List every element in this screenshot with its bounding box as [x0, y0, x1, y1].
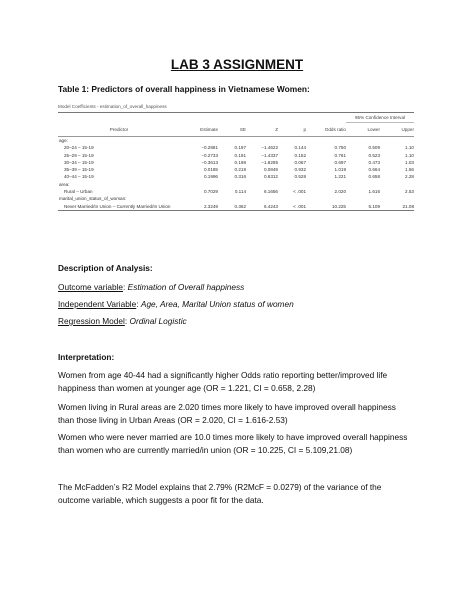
- paragraph-line: The McFadden’s R2 Model explains that 2.79% (R2McF = 0.0279) of the variance of the: [58, 482, 382, 492]
- model-coefficients-table: [58, 104, 414, 211]
- estimate-cell: 2.3249: [203, 203, 218, 209]
- outcome-variable-value: Estimation of Overall happiness: [127, 282, 245, 292]
- paragraph-line: happiness than women at younger age (OR = 1.221, CI = 0.658, 2.28): [58, 382, 316, 393]
- se-cell: 0.197: [234, 145, 246, 151]
- p-cell: 0.067: [294, 159, 306, 165]
- outcome-variable-line: Outcome variable: Estimation of Overall happiness: [58, 282, 245, 292]
- group-row: [58, 181, 414, 188]
- column-header: Odds ratio: [324, 126, 346, 132]
- z-cell: −1.4337: [261, 152, 278, 158]
- z-cell: 0.6312: [263, 174, 278, 180]
- odds-ratio-cell: 0.761: [334, 152, 346, 158]
- lower-cell: 0.658: [368, 174, 380, 180]
- model-coefficients-title: Model Coefficients - estimation_of_overall_happiness: [58, 104, 167, 109]
- group-row: [58, 137, 414, 145]
- predictor-cell: 35–39 – 15-19: [64, 167, 94, 173]
- table-row: [58, 173, 414, 180]
- interpretation-paragraph-marital: [58, 431, 423, 456]
- group-label: area:: [59, 181, 70, 187]
- paragraph-line: Women from age 40-44 had a significantly higher Odds ratio reporting better/improved life: [58, 370, 388, 380]
- interpretation-paragraph-area: [58, 401, 423, 426]
- regression-model-line: Regression Model: Ordinal Logistic: [58, 316, 187, 326]
- paragraph-line: than those living in Urban Areas (OR = 2.020, CI = 1.616-2.53): [58, 414, 288, 425]
- table-row: [58, 152, 414, 159]
- odds-ratio-cell: 0.750: [334, 145, 346, 151]
- page-title: LAB 3 ASSIGNMENT: [170, 57, 304, 72]
- paragraph-line: Women who were never married are 10.0 times more likely to have improved overall happiness: [58, 432, 408, 442]
- se-cell: 0.198: [234, 159, 246, 165]
- ci-header-row: [58, 113, 414, 123]
- se-cell: 0.362: [234, 203, 246, 209]
- odds-ratio-cell: 1.019: [334, 167, 346, 173]
- table-row: [58, 144, 414, 151]
- estimate-cell: −0.2881: [201, 145, 218, 151]
- table-row: [58, 166, 414, 173]
- odds-ratio-cell: 2.020: [334, 189, 346, 195]
- upper-cell: 1.10: [405, 152, 414, 158]
- predictor-cell: 25–29 – 15-19: [64, 152, 94, 158]
- z-cell: −1.4622: [261, 145, 278, 151]
- table-caption: Table 1: Predictors of overall happiness in Vietnamese Women:: [58, 84, 310, 94]
- p-cell: < .001: [293, 189, 306, 195]
- estimate-cell: −0.2733: [201, 152, 218, 158]
- lower-cell: 0.509: [368, 145, 380, 151]
- group-row: [58, 195, 414, 202]
- upper-cell: 1.03: [405, 159, 414, 165]
- predictor-cell: 40–44 – 15-19: [64, 174, 94, 180]
- table-row: [58, 159, 414, 166]
- upper-cell: 21.08: [402, 203, 414, 209]
- upper-cell: 1.56: [405, 167, 414, 173]
- odds-ratio-cell: 10.225: [331, 203, 346, 209]
- estimate-cell: 0.0185: [203, 167, 218, 173]
- paragraph-line: Women living in Rural areas are 2.020 times more likely to have improved overall happiness: [58, 402, 396, 412]
- paragraph-line: outcome variable, which suggests a poor fit for the data.: [58, 494, 264, 505]
- column-header: Predictor: [109, 126, 129, 132]
- lower-cell: 0.523: [368, 152, 380, 158]
- upper-cell: 2.28: [405, 174, 414, 180]
- column-header: Z: [275, 126, 278, 132]
- interpretation-heading: Interpretation:: [58, 352, 115, 362]
- column-header-row: [58, 123, 414, 137]
- lower-cell: 0.473: [368, 159, 380, 165]
- odds-ratio-cell: 0.697: [334, 159, 346, 165]
- interpretation-paragraph-age: [58, 369, 423, 394]
- interpretation-paragraph-mcfadden: [58, 481, 423, 506]
- p-cell: < .001: [293, 203, 306, 209]
- lower-cell: 0.664: [368, 167, 380, 173]
- column-header: Estimate: [200, 126, 218, 132]
- paragraph-line: than women who are currently married/in union (OR = 10.225, CI = 5.109,21.08): [58, 444, 353, 455]
- group-label: age:: [59, 138, 68, 143]
- odds-ratio-cell: 1.221: [334, 174, 346, 180]
- lower-cell: 1.616: [368, 189, 380, 195]
- group-label: marital_union_status_of_woman:: [59, 196, 127, 202]
- p-cell: 0.144: [294, 145, 306, 151]
- outcome-variable-label: Outcome variable: [58, 282, 124, 292]
- column-header: Lower: [367, 126, 380, 132]
- p-cell: 0.152: [294, 152, 306, 158]
- predictor-cell: 30–34 – 15-19: [64, 159, 94, 165]
- independent-variable-value: Age, Area, Marital Union status of women: [140, 299, 294, 309]
- p-cell: 0.932: [294, 167, 306, 173]
- lower-cell: 5.109: [368, 203, 380, 209]
- z-cell: 6.1656: [263, 189, 278, 195]
- independent-variable-line: Independent Variable: Age, Area, Marital Union status of women: [58, 299, 294, 309]
- upper-cell: 1.10: [405, 145, 414, 151]
- predictor-cell: Rural – Urban: [64, 189, 93, 195]
- upper-cell: 2.53: [405, 189, 414, 195]
- predictor-cell: Never Married/In Union – Currently Married/In Union: [64, 203, 171, 209]
- se-cell: 0.114: [234, 189, 246, 195]
- column-header: Upper: [401, 126, 414, 132]
- estimate-cell: −0.3613: [201, 159, 218, 165]
- column-header: SE: [239, 126, 246, 132]
- regression-model-label: Regression Model: [58, 316, 125, 326]
- predictor-cell: 20–24 – 15-19: [64, 145, 94, 151]
- coefficients-table: [58, 112, 414, 211]
- description-heading: Description of Analysis:: [58, 263, 153, 273]
- table-row: [58, 188, 414, 195]
- estimate-cell: 0.7029: [203, 189, 218, 195]
- ci-header: 95% Confidence Interval: [346, 113, 414, 123]
- se-cell: 0.191: [234, 152, 246, 158]
- se-cell: 0.218: [234, 167, 246, 173]
- se-cell: 0.316: [234, 174, 246, 180]
- p-cell: 0.528: [294, 174, 306, 180]
- independent-variable-label: Independent Variable: [58, 299, 137, 309]
- table-row: [58, 203, 414, 211]
- z-cell: 0.0849: [263, 167, 278, 173]
- estimate-cell: 0.1996: [203, 174, 218, 180]
- column-header: p: [303, 126, 306, 132]
- z-cell: −1.8285: [261, 159, 278, 165]
- z-cell: 6.4243: [263, 203, 278, 209]
- regression-model-value: Ordinal Logistic: [129, 316, 187, 326]
